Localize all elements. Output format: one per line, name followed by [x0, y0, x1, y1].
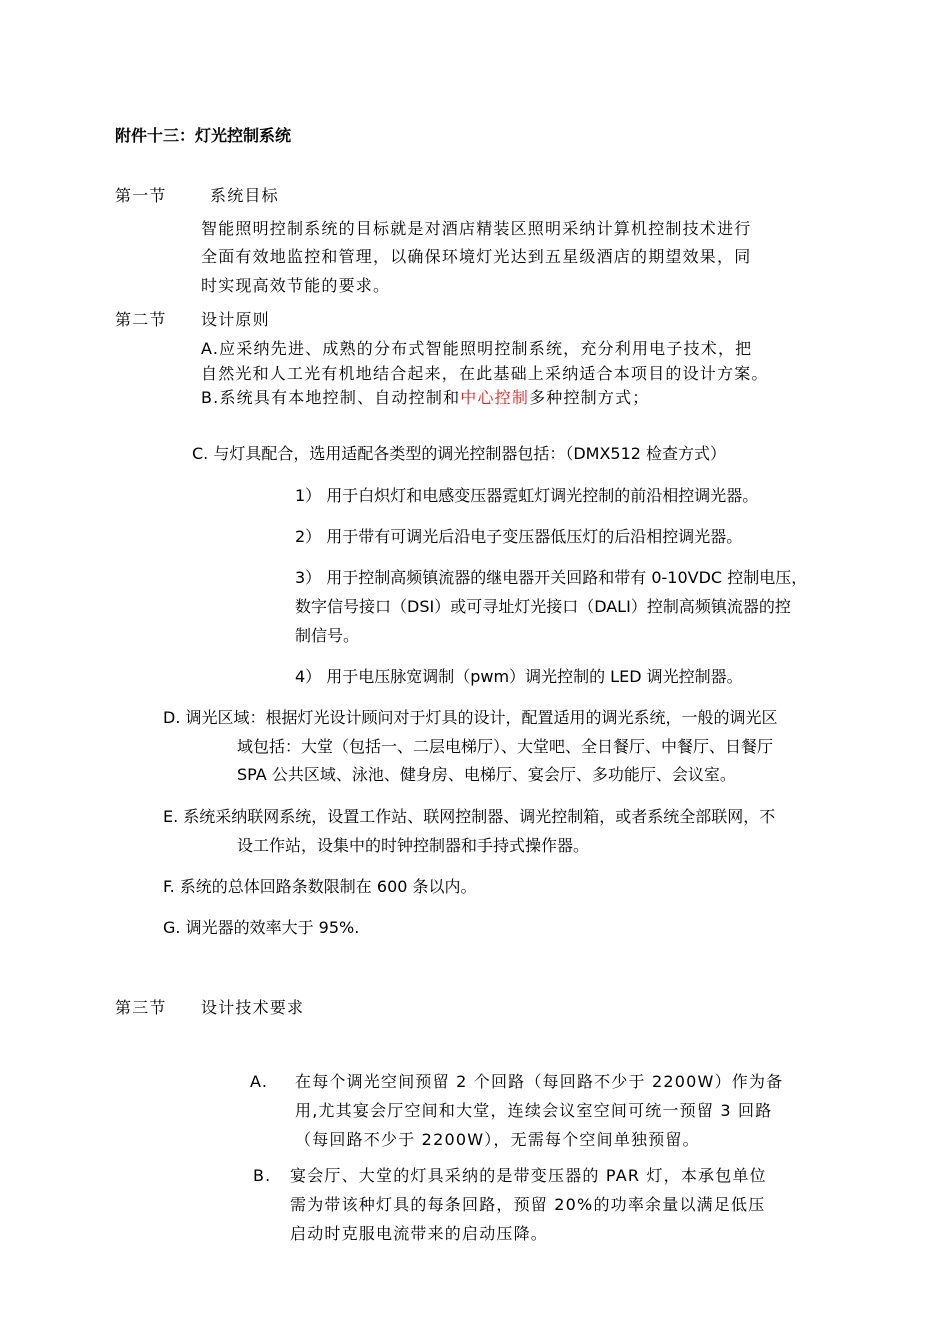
section2-d-line-3: SPA 公共区域、泳池、健身房、电梯厅、宴会厅、多功能厅、会议室。 — [237, 765, 736, 784]
section1-line-2: 全面有效地监控和管理，以确保环境灯光达到五星级酒店的期望效果，同 — [201, 247, 752, 266]
section2-b-suffix: 多种控制方式； — [529, 388, 650, 407]
section2-e-line-2: 设工作站，设集中的时钟控制器和手持式操作器。 — [237, 836, 590, 855]
section2-b-highlight: 中心控制 — [460, 388, 530, 407]
section3-b-line-2: 需为带该种灯具的每条回路，预留 20%的功率余量以满足低压 — [290, 1195, 766, 1214]
section2-g: G. 调光器的效率大于 95%. — [163, 918, 360, 937]
section2-c-item-3-line-3: 制信号。 — [295, 626, 360, 645]
section3-a-line-1: 在每个调光空间预留 2 个回路（每回路不少于 2200W）作为备 — [295, 1072, 784, 1091]
section3-name: 设计技术要求 — [201, 998, 305, 1017]
section1-line-1: 智能照明控制系统的目标就是对酒店精装区照明采纳计算机控制技术进行 — [201, 219, 752, 238]
page-title: 附件十三：灯光控制系统 — [115, 126, 292, 145]
section1-name: 系统目标 — [210, 186, 279, 205]
section2-c-item-3-line-1: 3） 用于控制高频镇流器的继电器开关回路和带有 0-10VDC 控制电压， — [295, 568, 808, 587]
section2-c-item-1: 1） 用于白炽灯和电感变压器霓虹灯调光控制的前沿相控调光器。 — [295, 486, 759, 505]
section2-b-prefix: B.系统具有本地控制、自动控制和 — [201, 388, 461, 407]
section3-b-line-3: 启动时克服电流带来的启动压降。 — [290, 1224, 549, 1243]
section2-name: 设计原则 — [201, 310, 270, 329]
section2-c: C. 与灯具配合，选用适配各类型的调光控制器包括：（DMX512 检查方式） — [192, 444, 727, 463]
section2-a-line-1: A.应采纳先进、成熟的分布式智能照明控制系统，充分利用电子技术，把 — [201, 339, 753, 358]
section2-heading: 第二节 — [115, 310, 167, 329]
section2-f: F. 系统的总体回路条数限制在 600 条以内。 — [163, 877, 477, 896]
section2-c-item-2: 2） 用于带有可调光后沿电子变压器低压灯的后沿相控调光器。 — [295, 527, 743, 546]
section3-a-label: A. — [250, 1072, 269, 1091]
section3-a-line-3: （每回路不少于 2200W），无需每个空间单独预留。 — [295, 1130, 700, 1149]
section2-b-line — [201, 388, 649, 408]
section2-a-line-2: 自然光和人工光有机地结合起来，在此基础上采纳适合本项目的设计方案。 — [201, 364, 769, 383]
section3-a-line-2: 用,尤其宴会厅空间和大堂，连续会议室空间可统一预留 3 回路 — [295, 1101, 773, 1120]
section2-e-line-1: E. 系统采纳联网系统，设置工作站、联网控制器、调光控制箱，或者系统全部联网，不 — [163, 807, 776, 826]
section2-d-line-2: 域包括：大堂（包括一、二层电梯厅）、大堂吧、全日餐厅、中餐厅、日餐厅 — [237, 737, 774, 756]
section2-c-item-3-line-2: 数字信号接口（DSI）或可寻址灯光接口（DALI）控制高频镇流器的控 — [295, 597, 791, 616]
section2-c-item-4: 4） 用于电压脉宽调制（pwm）调光控制的 LED 调光控制器。 — [295, 667, 743, 686]
section3-b-label: B. — [253, 1166, 272, 1185]
section2-d-line-1: D. 调光区域：根据灯光设计顾问对于灯具的设计，配置适用的调光系统，一般的调光区 — [163, 708, 778, 727]
section3-heading: 第三节 — [115, 998, 167, 1017]
section1-heading: 第一节 — [115, 186, 167, 205]
section1-line-3: 时实现高效节能的要求。 — [201, 276, 391, 295]
section3-b-line-1: 宴会厅、大堂的灯具采纳的是带变压器的 PAR 灯，本承包单位 — [290, 1166, 767, 1185]
